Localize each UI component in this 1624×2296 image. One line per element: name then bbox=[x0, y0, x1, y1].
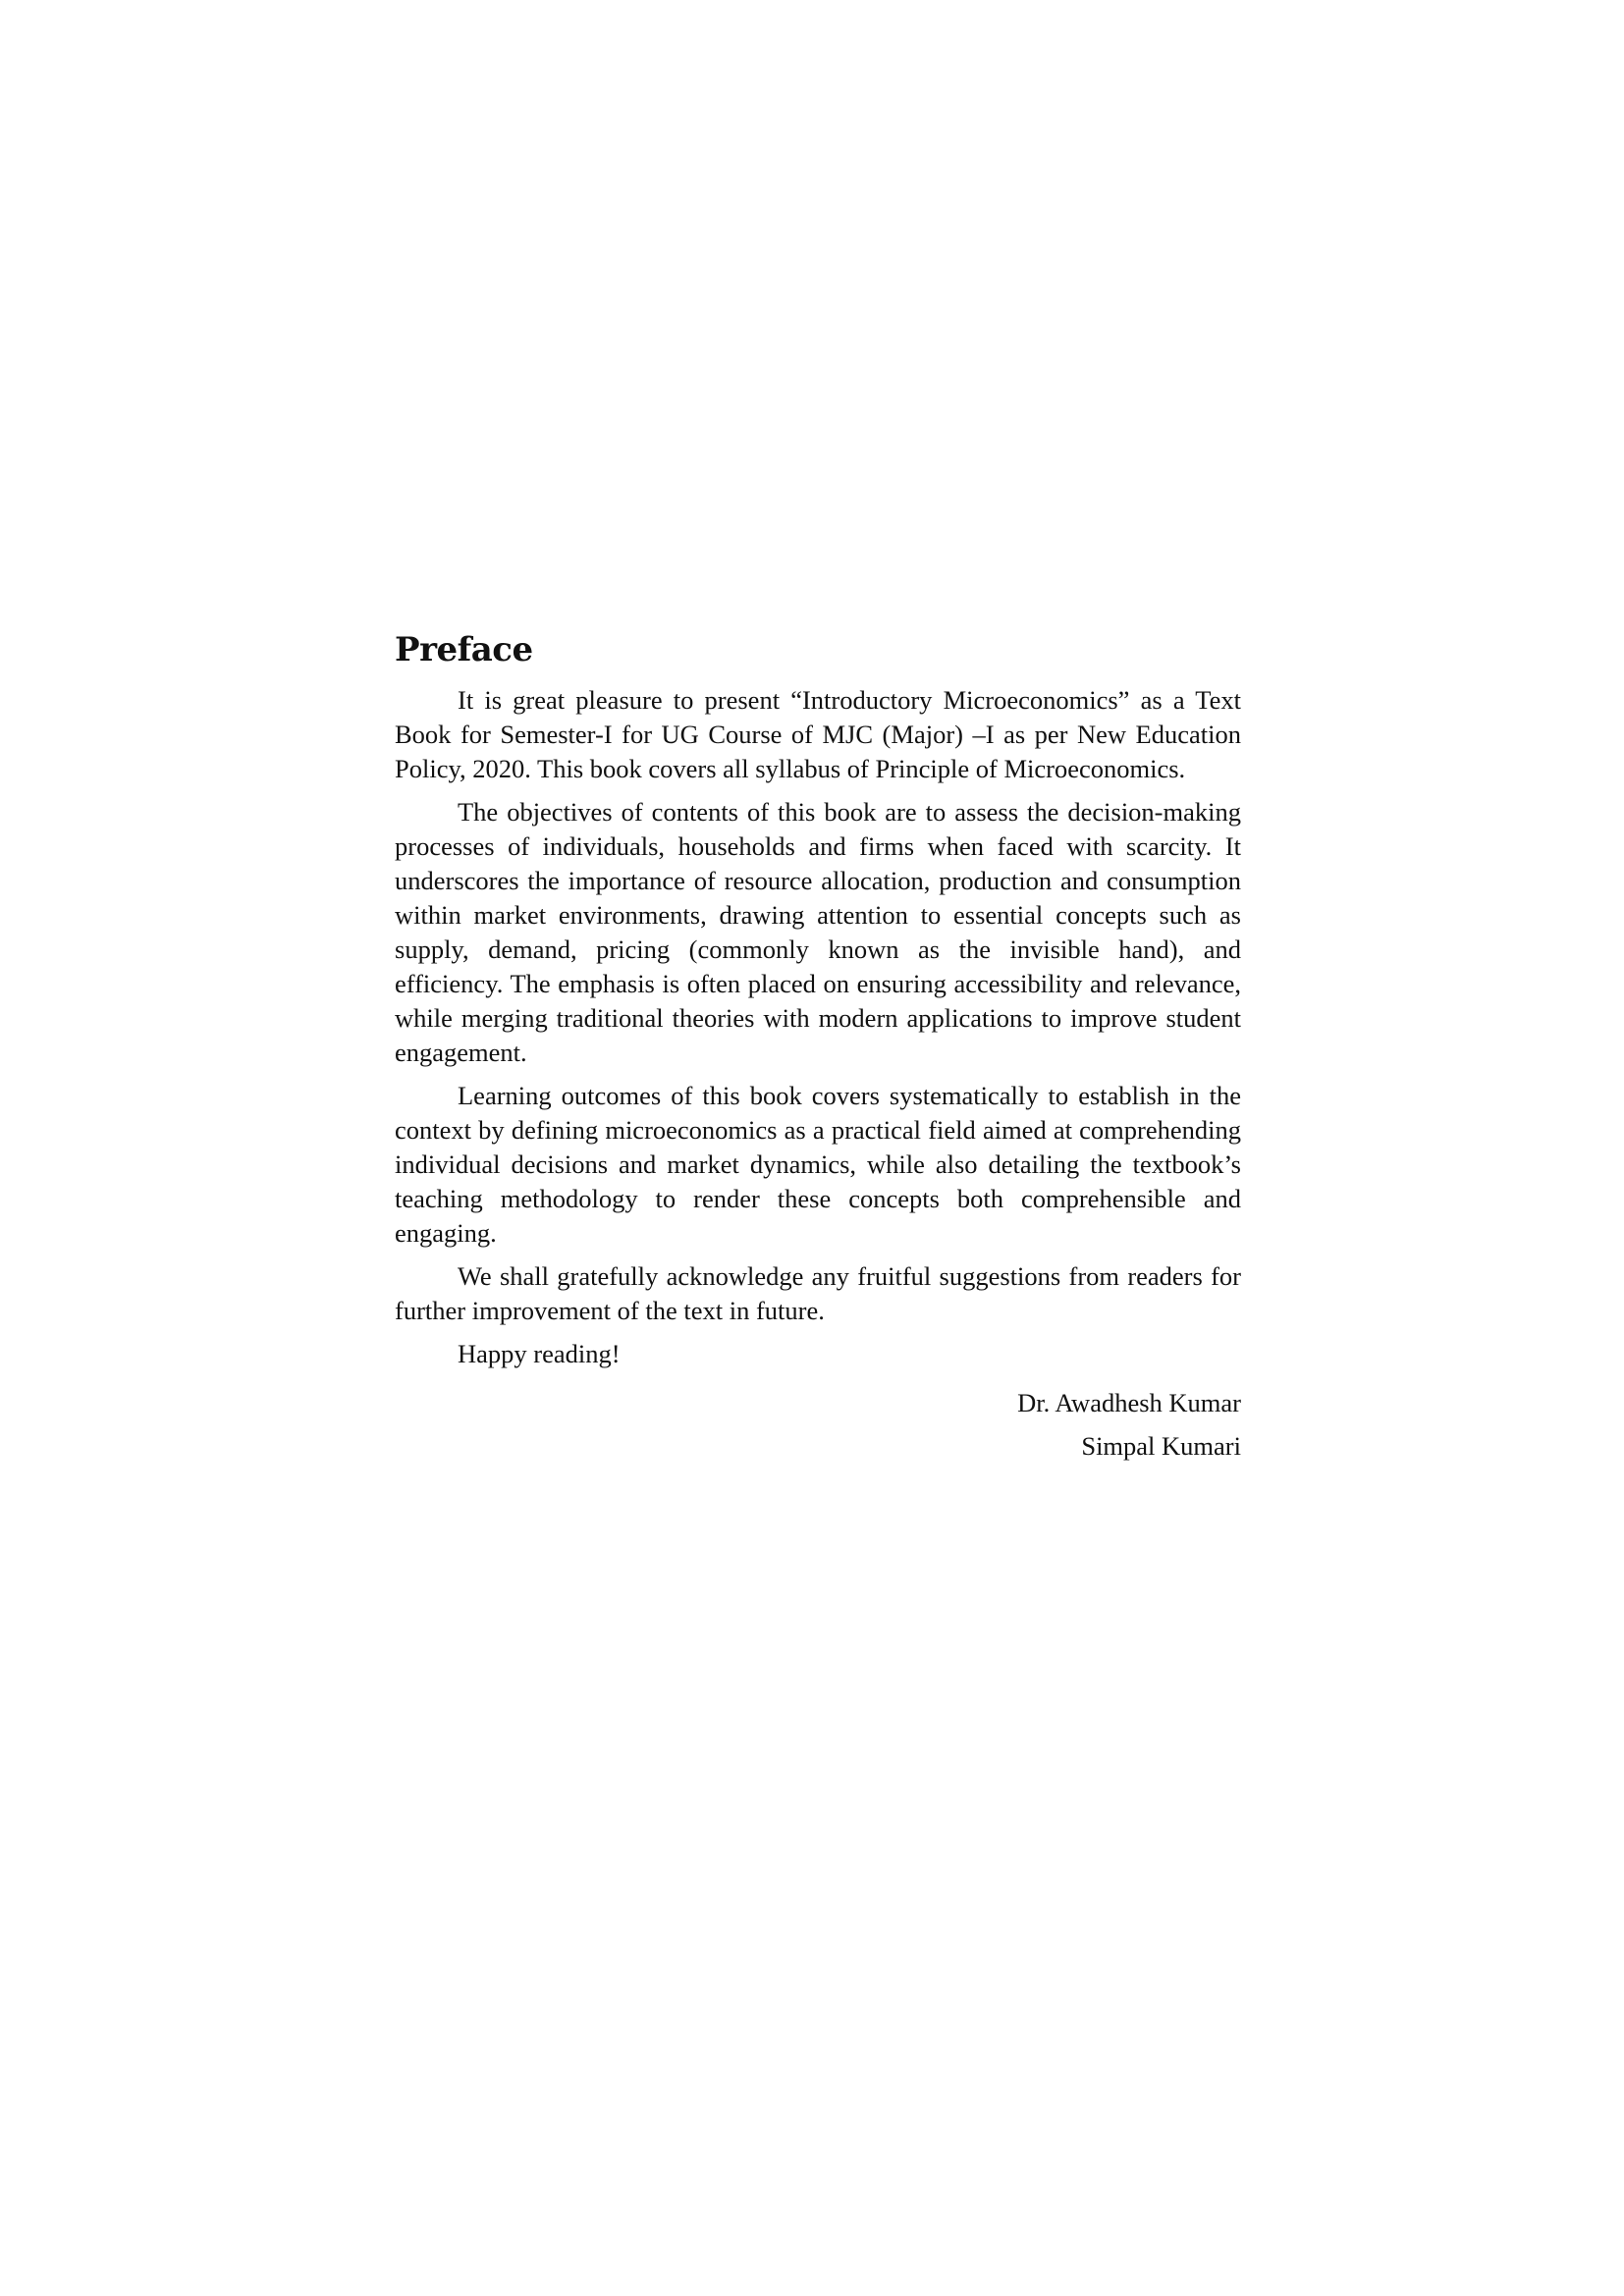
paragraph-objectives: The objectives of contents of this book are to assess the decision-making processes of individuals, households and firms when faced with scarcity. It underscores the importance of resource allocation, production and consumption within market environments, drawing attention to essential concepts such as supply, demand, pricing (commonly known as the invisible hand), and efficiency. The emphasis is often placed on ensuring accessibility and relevance, while merging traditional theories with modern applications to improve student engagement. bbox=[395, 797, 1241, 1067]
page-title: Preface bbox=[395, 630, 533, 669]
paragraph-acknowledgement: We shall gratefully acknowledge any fruitful suggestions from readers for further improvement of the text in future. bbox=[395, 1261, 1241, 1325]
preface-section bbox=[395, 628, 1241, 1468]
paragraph-learning-outcomes: Learning outcomes of this book covers systematically to establish in the context by defining microeconomics as a practical field aimed at comprehending individual decisions and market dynamics, while also detailing the textbook’s teaching methodology to render these concepts both comprehensible and engaging. bbox=[395, 1081, 1241, 1248]
closing-line: Happy reading! bbox=[458, 1339, 621, 1368]
paragraph-introduction: It is great pleasure to present “Introductory Microeconomics” as a Text Book for Semester-I for UG Course of MJC (Major) –I as per New Education Policy, 2020. This book covers all syllabus of Principle of Microeconomics. bbox=[395, 685, 1241, 783]
author-name: Dr. Awadhesh Kumar bbox=[1017, 1388, 1241, 1417]
author-name: Simpal Kumari bbox=[1081, 1431, 1241, 1461]
author-signatures bbox=[395, 1381, 1241, 1468]
